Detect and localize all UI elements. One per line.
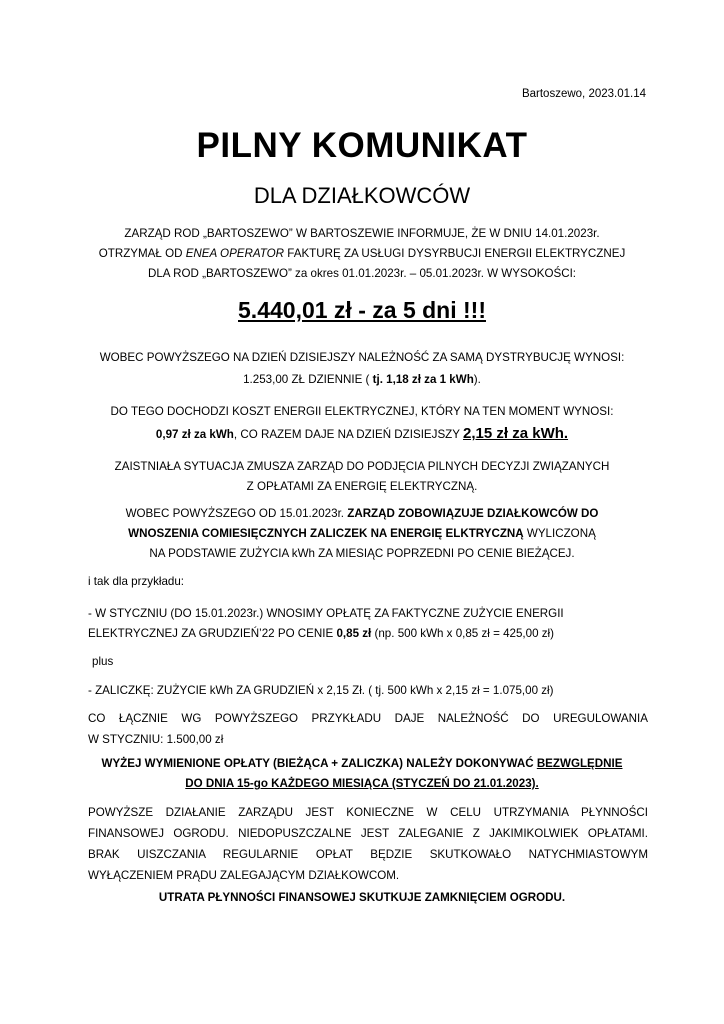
deadline-line-1: [60, 754, 664, 774]
p2-line-2b: , CO RAZEM DAJE NA DZIEŃ DZISIEJSZY: [233, 428, 464, 441]
deadline-line-1a: WYŻEJ WYMIENIONE OPŁATY (BIEŻĄCA + ZALICZKA) NALEŻY DOKONYWAĆ: [101, 757, 537, 770]
p4-obligation: ZARZĄD ZOBOWIĄZUJE DZIAŁKOWCÓW DO: [347, 507, 599, 520]
invoice-amount-text: 5.440,01 zł - za 5 dni !!!: [238, 297, 486, 323]
p3-line-2: Z OPŁATAMI ZA ENERGIĘ ELEKTRYCZNĄ.: [246, 480, 478, 493]
p3-line-1: ZAISTNIAŁA SYTUACJA ZMUSZA ZARZĄD DO PODJĘCIA PILNYCH DECYZJI ZWIĄZANYCH: [114, 460, 610, 473]
enea-operator-text: ENEA OPERATOR: [185, 247, 285, 260]
p4-line-2b: WYLICZONĄ: [523, 527, 596, 540]
document-subtitle: DLA DZIAŁKOWCÓW: [253, 183, 471, 208]
total-line-1: CO ŁĄCZNIE WG POWYŻSZEGO PRZYKŁADU DAJE NALEŻNOŚĆ DO UREGULOWANIA: [88, 712, 648, 725]
p1-line-2c: ).: [473, 373, 481, 386]
p4-advance-payments: WNOSZENIA COMIESIĘCZNYCH ZALICZEK NA ENERGIĘ ELKTRYCZNĄ: [128, 527, 524, 540]
document-date: Bartoszewo, 2023.01.14: [521, 88, 646, 100]
footer-warning: [60, 888, 664, 908]
deadline-line-2: [60, 774, 664, 794]
warning-line-3: BRAK UISZCZANIA REGULARNIE OPŁAT BĘDZIE SKUTKOWAŁO NATYCHMIASTOWYM: [88, 848, 648, 861]
intro-line-2: [60, 244, 664, 264]
intro-line-2a: OTRZYMAŁ OD: [98, 247, 186, 260]
p4-line-1: [60, 504, 664, 524]
plus-text: plus: [92, 655, 114, 668]
warning-line-2: FINANSOWEJ OGRODU. NIEDOPUSZCZALNE JEST ZALEGANIE Z JAKIMIKOLWIEK OPŁATAMI.: [88, 827, 648, 840]
total-line-2: W STYCZNIU: 1.500,00 zł: [88, 733, 224, 746]
example-label: i tak dla przykładu:: [88, 575, 185, 588]
p4-line-2: [60, 524, 664, 544]
invoice-amount: [0, 297, 724, 324]
p1-line-1: WOBEC POWYŻSZEGO NA DZIEŃ DZISIEJSZY NALEŻNOŚĆ ZA SAMĄ DYSTRYBUCJĘ WYNOSI:: [99, 351, 625, 364]
p1-line-2a: 1.253,00 ZŁ DZIENNIE (: [243, 373, 373, 386]
p2-energy-price: 0,97 zł za kWh: [155, 428, 234, 441]
warning-line-4: WYŁĄCZENIEM PRĄDU ZALEGAJĄCYM DZIAŁKOWCOM.: [88, 869, 400, 882]
p2-line-2: [60, 424, 664, 445]
p2-line-1: DO TEGO DOCHODZI KOSZT ENERGII ELEKTRYCZNEJ, KTÓRY NA TEN MOMENT WYNOSI:: [110, 405, 614, 418]
p4-line-1a: WOBEC POWYŻSZEGO OD 15.01.2023r.: [125, 507, 348, 520]
deadline-strictly: BEZWGLĘDNIE: [536, 757, 623, 770]
intro-line-2c: FAKTURĘ ZA USŁUGI DYSYRBUCJI ENERGII ELEKTRYCZNEJ: [284, 247, 626, 260]
example-1-line-1: - W STYCZNIU (DO 15.01.2023r.) WNOSIMY OPŁATĘ ZA FAKTYCZNE ZUŻYCIE ENERGII: [88, 607, 564, 620]
p2-total-price: 2,15 zł za kWh.: [463, 425, 569, 442]
p4-line-3: NA PODSTAWIE ZUŻYCIA kWh ZA MIESIĄC POPRZEDNI PO CENIE BIEŻĄCEJ.: [149, 547, 575, 560]
example-1-price: 0,85 zł: [336, 627, 372, 640]
example-2-line: - ZALICZKĘ: ZUŻYCIE kWh ZA GRUDZIEŃ x 2,15 Zł. ( tj. 500 kWh x 2,15 zł = 1.075,00 zł): [88, 684, 554, 697]
warning-paragraph: [88, 802, 648, 886]
intro-line-1: ZARZĄD ROD „BARTOSZEWO” W BARTOSZEWIE INFORMUJE, ŻE W DNIU 14.01.2023r.: [124, 227, 600, 240]
warning-line-1: POWYŻSZE DZIAŁANIE ZARZĄDU JEST KONIECZNE W CELU UTRZYMANIA PŁYNNOŚCI: [88, 806, 648, 819]
intro-line-3: DLA ROD „BARTOSZEWO” za okres 01.01.2023r. – 05.01.2023r. W WYSOKOŚCI:: [147, 267, 577, 280]
deadline-date: DO DNIA 15-go KAŻDEGO MIESIĄCA (STYCZEŃ DO 21.01.2023).: [185, 777, 539, 790]
example-1-line-2a: ELEKTRYCZNEJ ZA GRUDZIEŃ’22 PO CENIE: [88, 627, 337, 640]
total-paragraph: [88, 708, 648, 750]
footer-warning-text: UTRATA PŁYNNOŚCI FINANSOWEJ SKUTKUJE ZAMKNIĘCIEM OGRODU.: [158, 891, 566, 904]
example-1-line-2c: (np. 500 kWh x 0,85 zł = 425,00 zł): [371, 627, 554, 640]
example-1-line-2: [88, 624, 648, 644]
p1-rate: tj. 1,18 zł za 1 kWh: [372, 373, 474, 386]
document-title: PILNY KOMUNIKAT: [196, 126, 528, 165]
p1-line-2: [60, 370, 664, 390]
